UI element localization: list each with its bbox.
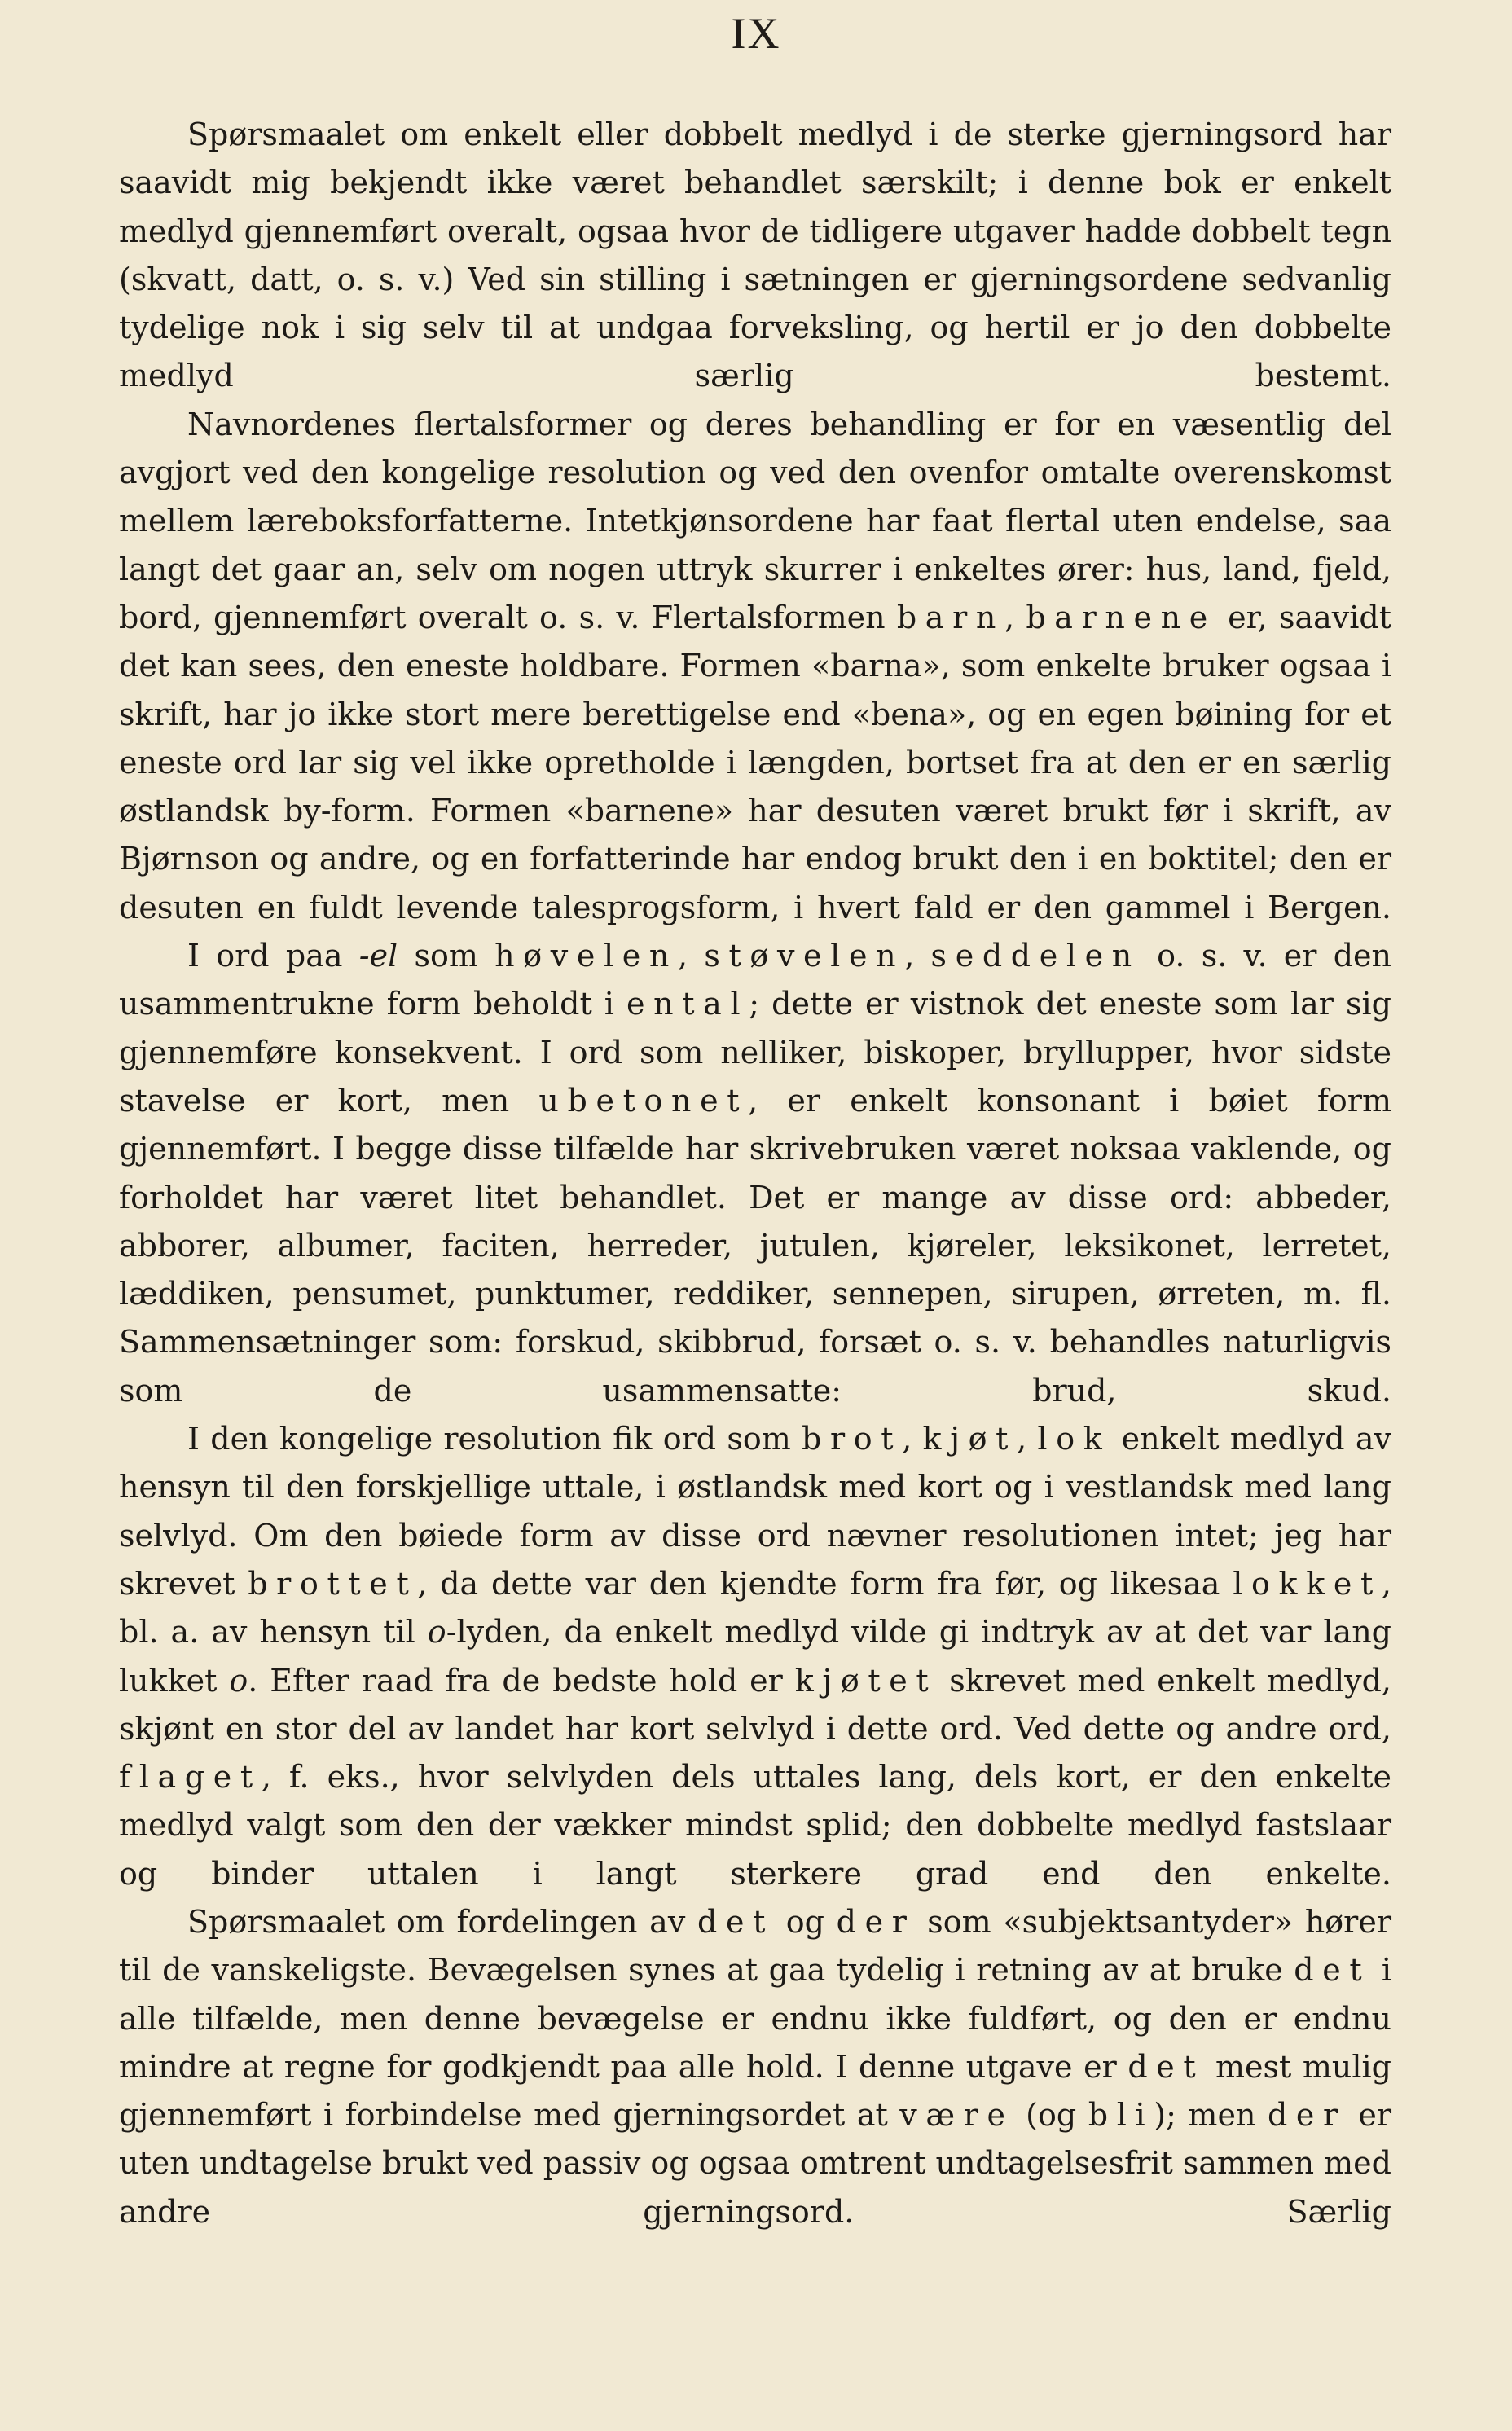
text-run: o. s. v. er den usammentrukne form beholdt i (119, 938, 1391, 1022)
text-run: mest mulig gjennemført i forbindelse med gjerningsordet at (119, 2048, 1391, 2134)
spaced-emphasis: kjøt (922, 1421, 1018, 1457)
paragraph (119, 1415, 1391, 1898)
paragraph (119, 932, 1391, 1415)
paragraph (119, 111, 1391, 401)
text-run: , (678, 938, 705, 974)
spaced-emphasis: bli (1088, 2097, 1154, 2134)
text-run: er, saavidt det kan sees, den eneste holdbare. Formen «barna», som enkelte bruker ogsaa i skrift, har jo ikke stort mere berettigelse end «bena», og en egen bøining for et eneste ord lar sig vel ikke opretholde i længden, bortset fra at den er en særlig østlandsk by-form. Formen «barnene» har desuten været brukt før i skrift, av Bjørnson og andre, og en forfatterinde har endog brukt den i en boktitel; den er desuten en fuldt levende talesprogsform, i hvert fald er den gammel i Bergen. (119, 599, 1391, 925)
spaced-emphasis: kjøtet (794, 1662, 938, 1699)
text-run: ; dette er vistnok det eneste som lar sig gjennemføre konsekvent. I ord som nelliker, biskoper, bryllupper, hvor sidste stavelse er kort, men (119, 986, 1391, 1119)
spaced-emphasis: flaget (119, 1759, 262, 1796)
paragraph (119, 401, 1391, 932)
spaced-emphasis: det (1294, 1952, 1371, 1989)
text-run: , er enkelt konsonant i bøiet form gjennemført. I begge disse tilfælde har skrivebruken været noksaa vaklende, og forholdet har været litet behandlet. Det er mange av disse ord: abbeder, abborer, albumer, faciten, herreder, jutulen, kjøreler, leksikonet, lerretet, læddiken, pensumet, punktumer, reddiker, sennepen, sirupen, ørreten, m. fl. Sammensætninger som: forskud, skibbrud, forsæt o. s. v. behandles naturligvis som de usammensatte: brud, skud. (119, 1082, 1391, 1409)
text-run: Navnordenes flertalsformer og deres behandling er for en væsentlig del avgjort ved den kongelige resolution og ved den ovenfor omtalte overenskomst mellem læreboksforfatterne. Intetkjønsordene har faat flertal uten endelse, saa langt det gaar an, selv om nogen uttryk skurrer i enkeltes ører: hus, land, fjeld, bord, gjennemført overalt o. s. v. Flertalsformen (119, 406, 1391, 635)
spaced-emphasis: barnene (1026, 599, 1216, 635)
spaced-emphasis: der (1267, 2097, 1347, 2134)
italic-emphasis: -el (358, 938, 398, 974)
spaced-emphasis: det (1127, 2048, 1205, 2085)
text-run: , (902, 1421, 923, 1457)
spaced-emphasis: brottet (248, 1565, 418, 1602)
text-run: som (398, 938, 495, 974)
spaced-emphasis: lok (1037, 1421, 1111, 1457)
text-run: ); men (1154, 2097, 1268, 2134)
text-run: Spørsmaalet om fordelingen av (187, 1903, 698, 1940)
spaced-emphasis: ental (626, 986, 749, 1022)
text-run: -lyden, da enkelt medlyd vilde gi indtryk av at det var lang lukket (119, 1614, 1391, 1699)
text-run: , bl. a. av hensyn til (119, 1565, 1391, 1651)
text-run: i alle tilfælde, men denne bevægelse er endnu ikke fuldført, og den er endnu mindre at regne for godkjendt paa alle hold. I denne utgave er (119, 1952, 1391, 2085)
text-run: I den kongelige resolution fik ord som (187, 1421, 802, 1457)
spaced-emphasis: barn (896, 599, 1004, 635)
text-run: skrevet med enkelt medlyd, skjønt en stor del av landet har kort selvlyd i dette ord. Ved dette og andre ord, (119, 1662, 1391, 1747)
spaced-emphasis: der (836, 1903, 916, 1940)
spaced-emphasis: ubetonet (538, 1082, 749, 1119)
paragraph (119, 1898, 1391, 2236)
spaced-emphasis: seddelen (930, 938, 1141, 974)
text-run: (og (1013, 2097, 1088, 2134)
spaced-emphasis: det (697, 1903, 775, 1940)
italic-emphasis: o (229, 1662, 248, 1699)
text-run: er uten undtagelse brukt ved passiv og ogsaa omtrent undtagelsesfrit sammen med andre gjerningsord. Særlig (119, 2097, 1392, 2230)
text-run: I ord paa (187, 938, 359, 974)
text-run: , da dette var den kjendte form fra før, og likesaa (417, 1565, 1233, 1602)
spaced-emphasis: være (899, 2097, 1014, 2134)
page-number: IX (731, 9, 781, 58)
italic-emphasis: o (427, 1614, 446, 1651)
text-run: , (904, 938, 931, 974)
text-run: . Efter raad fra de bedste hold er (248, 1662, 795, 1699)
text-run: Spørsmaalet om enkelt eller dobbelt medlyd i de sterke gjerningsord har saavidt mig bekjendt ikke været behandlet særskilt; i denne bok er enkelt medlyd gjennemført overalt, ogsaa hvor de tidligere utgaver hadde dobbelt tegn (skvatt, datt, o. s. v.) Ved sin stilling i sætningen er gjerningsordene sedvanlig tydelige nok i sig selv til at undgaa forveksling, og hertil er jo den dobbelte medlyd særlig bestemt. (119, 116, 1391, 394)
spaced-emphasis: brot (802, 1421, 903, 1457)
text-run: som «subjektsantyder» hører til de vanskeligste. Bevægelsen synes at gaa tydelig i retning av at bruke (119, 1903, 1391, 1989)
text-run: , (1004, 599, 1026, 635)
text-run: og (774, 1903, 837, 1940)
text-run: , f. eks., hvor selvlyden dels uttales lang, dels kort, er den enkelte medlyd valgt som den der vækker mindst splid; den dobbelte medlyd fastslaar og binder uttalen i langt sterkere grad end den enkelte. (119, 1759, 1391, 1892)
spaced-emphasis: støvelen (704, 938, 905, 974)
spaced-emphasis: lokket (1233, 1565, 1382, 1602)
text-run: , (1017, 1421, 1038, 1457)
text-run: enkelt medlyd av hensyn til den forskjellige uttale, i østlandsk med kort og i vestlandsk med lang selvlyd. Om den bøiede form av disse ord nævner resolutionen intet; jeg har skrevet (119, 1421, 1391, 1602)
spaced-emphasis: høvelen (494, 938, 679, 974)
body-text (119, 111, 1391, 2236)
